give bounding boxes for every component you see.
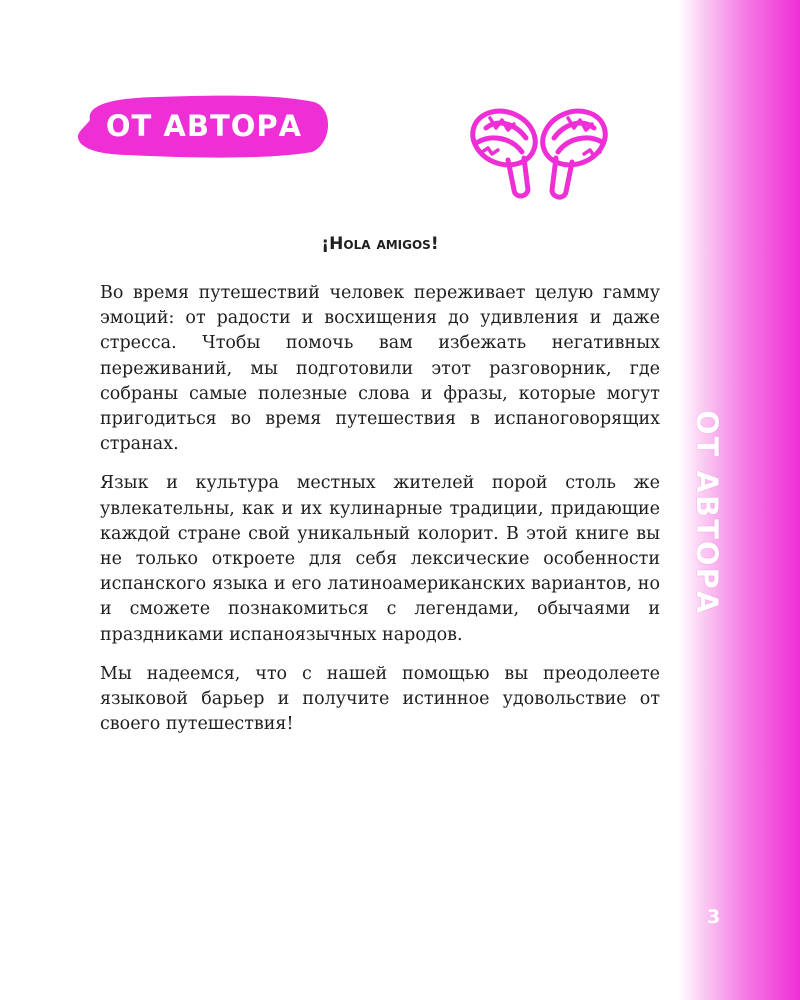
paragraph: Мы надеемся, что с нашей помощью вы преодолеете языковой барьер и получите истинное удовольствие от своего путешествия! — [100, 663, 660, 735]
page-number: 3 — [707, 906, 721, 928]
maracas-icon — [468, 104, 612, 212]
author-foreword-text — [100, 281, 660, 751]
paragraph: Во время путешествий человек переживает целую гамму эмоций: от радости и восхищения до удивления и даже стресса. Чтобы помочь вам избежать негативных переживаний, мы подготовили этот разговорник, где собраны самые полезные слова и фразы, которые могут пригодиться во время путешествия в испаноговорящих странах. — [100, 283, 660, 455]
badge-label: ОТ АВТОРА — [105, 109, 303, 143]
section-badge — [76, 92, 332, 160]
paragraph: Язык и культура местных жителей порой столь же увлекательны, как и их кулинарные традиции, придающие каждой стране свой уникальный колорит. В этой книге вы не только откроете для себя лексические особенности испанского языка и его латиноамериканских вариантов, но и сможете познакомиться с легендами, обычаями и праздниками испаноязычных народов. — [100, 473, 660, 645]
greeting-heading: ¡Hola amigos! — [321, 234, 439, 254]
side-section-title: ОТ АВТОРА — [690, 410, 724, 616]
